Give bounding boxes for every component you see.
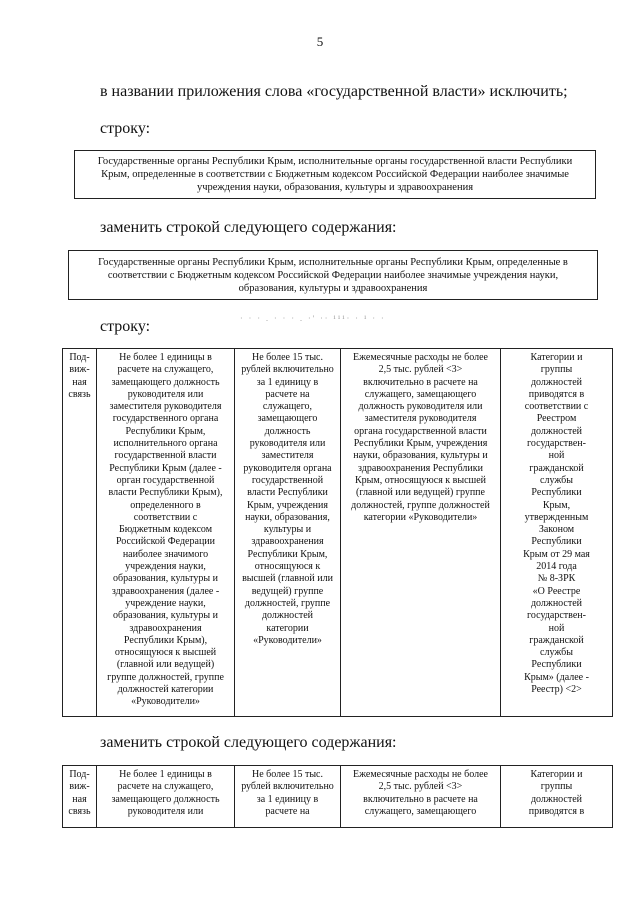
old-heading-text: Государственные органы Республики Крым, исполнительные органы государственной власти Республики Крым, определенные в соответствии с Бюджетным кодексом Российской Федерации наиболее значимые учреждения науки, образования, культуры и здравоохранения	[97, 156, 573, 193]
new-heading-text: Государственные органы Республики Крым, исполнительные органы Республики Крым, определенные в соответствии с Бюджетным кодексом Российской Федерации наиболее значимые учреждения науки, образования, культуры и здравоохранения	[98, 257, 568, 294]
new-row-table	[62, 765, 613, 828]
label-row-2: строку:	[100, 318, 151, 335]
replace-label-2: заменить строкой следующего содержания:	[100, 734, 397, 751]
cell-service-type: Под- виж- ная связь	[63, 766, 97, 828]
cell-price: Не более 15 тыс. рублей включительно за 1 единицу в расчете на служащего, замещающего должность руководителя или заместителя руководителя органа государственной власти Республики Крым, учреждения науки, образования, культуры и здравоохранения Республики Крым, относящуюся к высшей (главной или ведущей) группе должностей, группе должностей категории «Руководители»	[235, 349, 341, 717]
paragraph-rename-appendix: в названии приложения слова «государственной власти» исключить;	[100, 83, 568, 100]
cell-service-type: Под- виж- ная связь	[63, 349, 97, 717]
new-heading-box	[68, 250, 598, 300]
cell-price: Не более 15 тыс. рублей включительно за 1 единицу в расчете на	[235, 766, 341, 828]
cell-quantity: Не более 1 единицы в расчете на служащего, замещающего должность руководителя или заместителя руководителя государственного органа Республики Крым, исполнительного органа государственной власти Республики Крым (далее - орган государственной власти Республики Крым), определенного в соответствии с Бюджетным кодексом Российской Федерации наиболее значимого учреждения науки, образования, культуры и здравоохранения (далее - учреждение науки, образования, культуры и здравоохранения Республики Крым), относящуюся к высшей (главной или ведущей) группе должностей, группе должностей категории «Руководители»	[97, 349, 235, 717]
table-row	[63, 349, 613, 717]
label-row: строку:	[100, 120, 151, 137]
replace-label: заменить строкой следующего содержания:	[100, 219, 397, 236]
table-row	[63, 766, 613, 828]
cell-quantity: Не более 1 единицы в расчете на служащего, замещающего должность руководителя или	[97, 766, 235, 828]
page-number: 5	[316, 34, 324, 49]
cell-monthly-costs: Ежемесячные расходы не более 2,5 тыс. рублей <3> включительно в расчете на служащего, замещающего должность руководителя или заместителя руководителя органа государственной власти Республики Крым, учреждения науки, образования, культуры и здравоохранения Республики Крым, относящуюся к высшей (главной или ведущей) группе должностей, группе должностей категории «Руководители»	[341, 349, 501, 717]
old-heading-box	[74, 150, 596, 199]
scan-noise: · · · . · · · . ·' ·· ¹¹¹· · ¹ · ·	[240, 314, 386, 323]
cell-monthly-costs: Ежемесячные расходы не более 2,5 тыс. рублей <3> включительно в расчете на служащего, замещающего	[341, 766, 501, 828]
cell-categories: Категории и группы должностей приводятся в	[501, 766, 613, 828]
old-row-table	[62, 348, 613, 717]
cell-categories: Категории и группы должностей приводятся в соответствии с Реестром должностей государствен- ной гражданской службы Республики Крым, утвержденным Законом Республики Крым от 29 мая 2014 года № 8-ЗРК «О Реестре должностей государствен- ной гражданской службы Республики Крым» (далее - Реестр) <2>	[501, 349, 613, 717]
